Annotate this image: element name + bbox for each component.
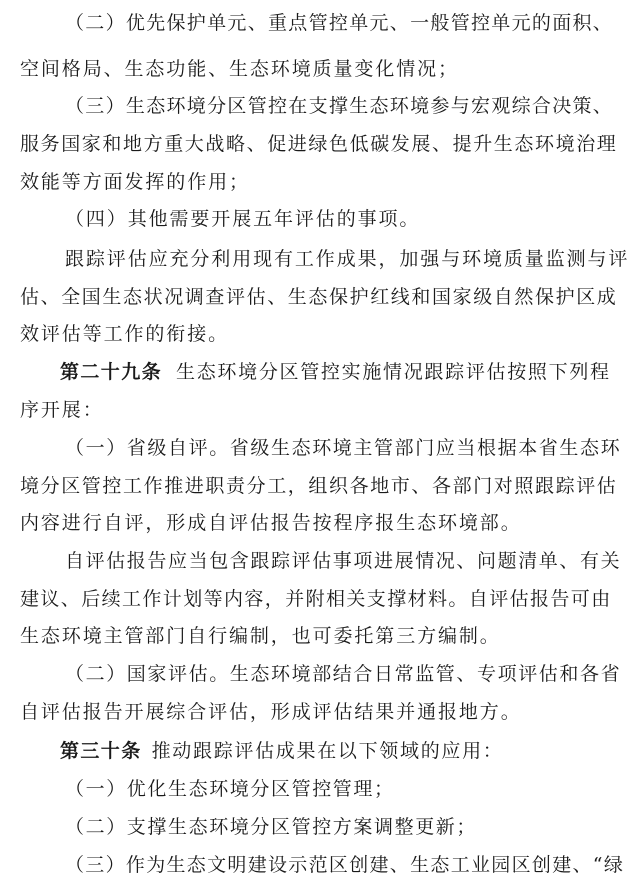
article-30-line [60, 739, 504, 763]
text-line: 自评估报告开展综合评估，形成评估结果并通报地方。 [20, 701, 522, 723]
article-29-text: 生态环境分区管控实施情况跟踪评估按照下列程 [176, 361, 611, 383]
text-line: 空间格局、生态功能、生态环境质量变化情况； [20, 58, 459, 80]
text-line: （二）支撑生态环境分区管控方案调整更新； [65, 816, 478, 838]
text-line: 生态环境主管部门自行编制，也可委托第三方编制。 [20, 625, 501, 647]
article-30-text: 推动跟踪评估成果在以下领域的应用： [151, 740, 504, 762]
text-line: 序开展： [20, 399, 104, 421]
text-line: 服务国家和地方重大战略、促进绿色低碳发展、提升生态环境治理 [20, 133, 618, 155]
text-line: （三）作为生态文明建设示范区创建、生态工业园区创建、“绿 [65, 854, 625, 876]
article-30-heading: 第三十条 [60, 740, 142, 762]
text-line: （四）其他需要开展五年评估的事项。 [65, 208, 421, 230]
text-line: 内容进行自评，形成自评估报告按程序报生态环境部。 [20, 512, 522, 534]
text-line: 效能等方面发挥的作用； [20, 171, 250, 193]
text-line: （一）省级自评。省级生态环境主管部门应当根据本省生态环 [65, 437, 622, 459]
text-line: 建议、后续工作计划等内容，并附相关支撑材料。自评估报告可由 [20, 588, 612, 610]
text-line: （二）优先保护单元、重点管控单元、一般管控单元的面积、 [65, 12, 614, 34]
text-line: （二）国家评估。生态环境部结合日常监管、专项评估和各省 [65, 663, 622, 685]
text-line: 跟踪评估应充分利用现有工作成果，加强与环境质量监测与评 [65, 248, 629, 270]
text-line: （三）生态环境分区管控在支撑生态环境参与宏观综合决策、 [65, 95, 614, 117]
text-line: 境分区管控工作推进职责分工，组织各地市、各部门对照跟踪评估 [20, 475, 618, 497]
article-29-line [60, 360, 611, 384]
text-line: 效评估等工作的衔接。 [20, 323, 230, 345]
text-line: 自评估报告应当包含跟踪评估事项进展情况、问题清单、有关 [65, 550, 622, 572]
text-line: 估、全国生态状况调查评估、生态保护红线和国家级自然保护区成 [20, 286, 618, 308]
article-29-heading: 第二十九条 [60, 361, 163, 383]
text-line: （一）优化生态环境分区管控管理； [65, 778, 395, 800]
